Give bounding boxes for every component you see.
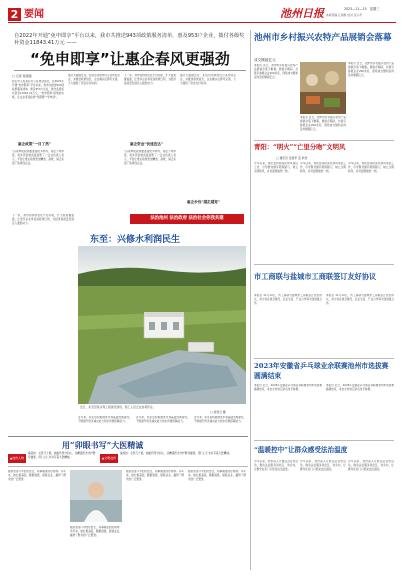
right-body-3b: 本报讯 11月14日，市工商联与盐城市工商联签订友好协议，双方将在商会建设、企业交流、产业合作等方面加强合作。 <box>326 294 394 305</box>
right-body-1a: 本报讯 近日，池州市乡村振兴农特产品展销会落下帷幕。展销会期间，共吸引参展企业200余家，现场成交额和意向签约额超亿元。 <box>254 64 298 79</box>
right-divider-3 <box>254 358 394 359</box>
right-headline-1: 池州市乡村振兴农特产品展销会落幕 <box>254 33 392 43</box>
lead-body-left-lower: 下一步，我市将持续优化平台功能，扩大政策覆盖面，让更多企业享受到政策红利，为经济高质量发展注入强劲动力。 <box>12 214 74 225</box>
issue-date: 2023—11—15 星期三 <box>344 7 380 11</box>
right-body-5b: 今年以来，我市深入开展法治宣传活动，推动法治服务进社区、进乡村，让群众在家门口感受法治温度。 <box>300 460 346 471</box>
bottom-note: 编者按：从医几十载，她始终坚守初心，以精湛医术守护群众健康，用仁心仁术书写着大医精诚。 <box>28 452 96 459</box>
bottom-divider <box>8 436 248 437</box>
right-byline-2: □ 通讯员 吴胜军 张 秋雪 <box>276 156 308 160</box>
section-title: 要闻 <box>24 9 44 20</box>
lead-body-col3b: “以前申报政策要准备很多材料，现在不用申报，奖补资金就直接到账了。”企业负责人表示，平台让惠企政策更加精准、高效，真正实现了政策找企业。 <box>124 150 176 165</box>
right-body-5c: 今年以来，我市深入开展法治宣传活动，推动法治服务进社区、进乡村，让群众在家门口感受法治温度。 <box>348 460 394 471</box>
right-headline-5: “温暖控中”让群众感受法治温度 <box>254 446 348 454</box>
right-divider-1 <box>254 140 394 141</box>
right-divider-4 <box>254 440 394 441</box>
masthead-rule <box>8 22 396 23</box>
right-body-2c: 今年以来，青阳县持续深化移风易俗工作，引导群众摒弃陈规陋习，树立文明新风，乡村面貌焕然一新。 <box>348 162 394 173</box>
bottom-body-4: 她是患者口中的好医生，同事眼里的好榜样。多年来，她扎根基层，勤勤恳恳，兢兢业业，赢得了群众的广泛赞誉。 <box>188 470 246 481</box>
right-body-5a: 今年以来，我市深入开展法治宣传活动，推动法治服务进社区、进乡村，让群众在家门口感受法治温度。 <box>254 460 298 471</box>
right-headline-4: 2023年安徽省乒乓球业余联赛池州市选拔赛圆满结束 <box>254 362 389 380</box>
produce-photo <box>300 62 346 114</box>
lead-divider <box>14 70 246 71</box>
right-body-1c: 本报讯 近日，池州市乡村振兴农特产品展销会落下帷幕。展销会期间，共吸引参展企业200余家，现场成交额和意向签约额超亿元。 <box>300 116 346 131</box>
lead-body-col4: 通过大数据比对，系统自动筛选符合条件的企业，并推送政策信息，企业确认后即可兑现，大大缩短了资金兑付时间。 <box>180 74 236 85</box>
bottom-note-right: 编者按：从医几十载，她始终坚守初心，以精湛医术守护群众健康，用仁心仁术书写着大医精诚。 <box>120 452 232 455</box>
right-subhead-1: 成交额超亿元 <box>254 58 276 62</box>
lead-subhead-2: 惠企资金“快速直达” <box>130 142 163 146</box>
editor-line: 本版责编 江雨航 校对 张小平 <box>326 13 363 17</box>
feature-body-1: 近年来，东至县积极推进水利基础设施建设，不断提升防洪减灾能力和水资源保障能力。 <box>78 416 132 423</box>
feature-caption: 近日，东至县某水利工程建设现场，施工人员正在加紧作业。 <box>80 405 156 409</box>
doctor-photo <box>70 470 122 522</box>
right-body-4b: 本报讯 近日，2023年安徽省乒乓球业余联赛池州市选拔赛圆满结束，来自全市的百余名选手参赛。 <box>326 384 394 391</box>
bottom-divider-2 <box>8 466 248 467</box>
bottom-body-2: 她是患者口中的好医生，同事眼里的好榜样。多年来，她扎根基层，勤勤恳恳，兢兢业业，赢得了群众的广泛赞誉。 <box>70 526 122 537</box>
right-body-2a: 今年以来，青阳县持续深化移风易俗工作，引导群众摒弃陈规陋习，树立文明新风，乡村面貌焕然一新。 <box>254 162 298 173</box>
bottom-tag-right: ▲文明池州 <box>100 454 118 463</box>
bottom-body-1: 她是患者口中的好医生，同事眼里的好榜样。多年来，她扎根基层，勤勤恳恳，兢兢业业，赢得了群众的广泛赞誉。 <box>8 470 66 481</box>
lead-kicker: 自2022年开通“免申即享”平台以来，我市共推送943项政策服务清单，惠及953户企业，拨付各级奖补资金11843.41万元 —— <box>14 33 245 46</box>
bottom-headline: 用“卯眼书写”大医精诚 <box>62 440 144 450</box>
feature-title: 东至：兴修水利润民生 <box>90 235 181 245</box>
right-body-2b: 今年以来，青阳县持续深化移风易俗工作，引导群众摒弃陈规陋习，树立文明新风，乡村面貌焕然一新。 <box>300 162 346 173</box>
right-body-4a: 本报讯 近日，2023年安徽省乒乓球业余联赛池州市选拔赛圆满结束，来自全市的百余名选手参赛。 <box>254 384 322 391</box>
right-headline-3: 市工商联与盐城市工商联签订友好协议 <box>254 272 377 281</box>
right-headline-2: 青阳：“明火”“亡里分吻”文明风 <box>254 143 346 151</box>
lead-subhead-1: 惠企政策“一目了然” <box>18 142 51 146</box>
feature-body-3: 近年来，东至县积极推进水利基础设施建设，不断提升防洪减灾能力和水资源保障能力。 <box>194 416 246 423</box>
right-divider-2 <box>254 264 394 265</box>
section-badge: 2 <box>8 8 21 21</box>
right-body-3a: 本报讯 11月14日，市工商联与盐城市工商联签订友好协议，双方将在商会建设、企业交流、产业合作等方面加强合作。 <box>254 294 322 305</box>
right-body-1b: 本报讯 近日，池州市乡村振兴农特产品展销会落下帷幕。展销会期间，共吸引参展企业200余家，现场成交额和意向签约额超亿元。 <box>348 62 394 77</box>
newspaper-logo: 池州日报 <box>280 7 324 20</box>
waterworks-photo <box>78 246 246 404</box>
bottom-tag-left: ▲池州人物 <box>8 454 26 463</box>
vertical-column-rule <box>250 30 251 570</box>
feature-body-2: 近年来，东至县积极推进水利基础设施建设，不断提升防洪减灾能力和水资源保障能力。 <box>136 416 190 423</box>
lead-headline: “免申即享”让惠企春风更强劲 <box>30 50 230 68</box>
lead-byline: □ 记者 程国锋 <box>12 74 32 78</box>
feature-credit: □ 刘雪云 摄 <box>210 410 226 414</box>
lead-body-col1: 我们市人民政府办公室得到消息，自2022年开通“免申即享”平台以来，我市共推送943项政策服务清单，惠及953户企业，拨付各级奖补资金11843.41万元。“免申即享”政策的实施，让企业享受政策“零跑腿”“零申请”。 <box>12 80 64 99</box>
lead-body-col2: 通过大数据比对，系统自动筛选符合条件的企业，并推送政策信息，企业确认后即可兑现，大大缩短了资金兑付时间。 <box>68 74 120 85</box>
lead-body-col3: 下一步，我市将持续优化平台功能，扩大政策覆盖面，让更多企业享受到政策红利，为经济高质量发展注入强劲动力。 <box>124 74 176 85</box>
lead-subhead-3: 惠企步伐“越走越宽” <box>187 200 220 204</box>
promo-banner: 法治池州 法治政府 法治社会你我共建 <box>130 214 244 224</box>
lead-body-col1b: “以前申报政策要准备很多材料，现在不用申报，奖补资金就直接到账了。”企业负责人表示，平台让惠企政策更加精准、高效，真正实现了政策找企业。 <box>12 150 64 165</box>
bottom-body-3: 她是患者口中的好医生，同事眼里的好榜样。多年来，她扎根基层，勤勤恳恳，兢兢业业，赢得了群众的广泛赞誉。 <box>126 470 184 481</box>
